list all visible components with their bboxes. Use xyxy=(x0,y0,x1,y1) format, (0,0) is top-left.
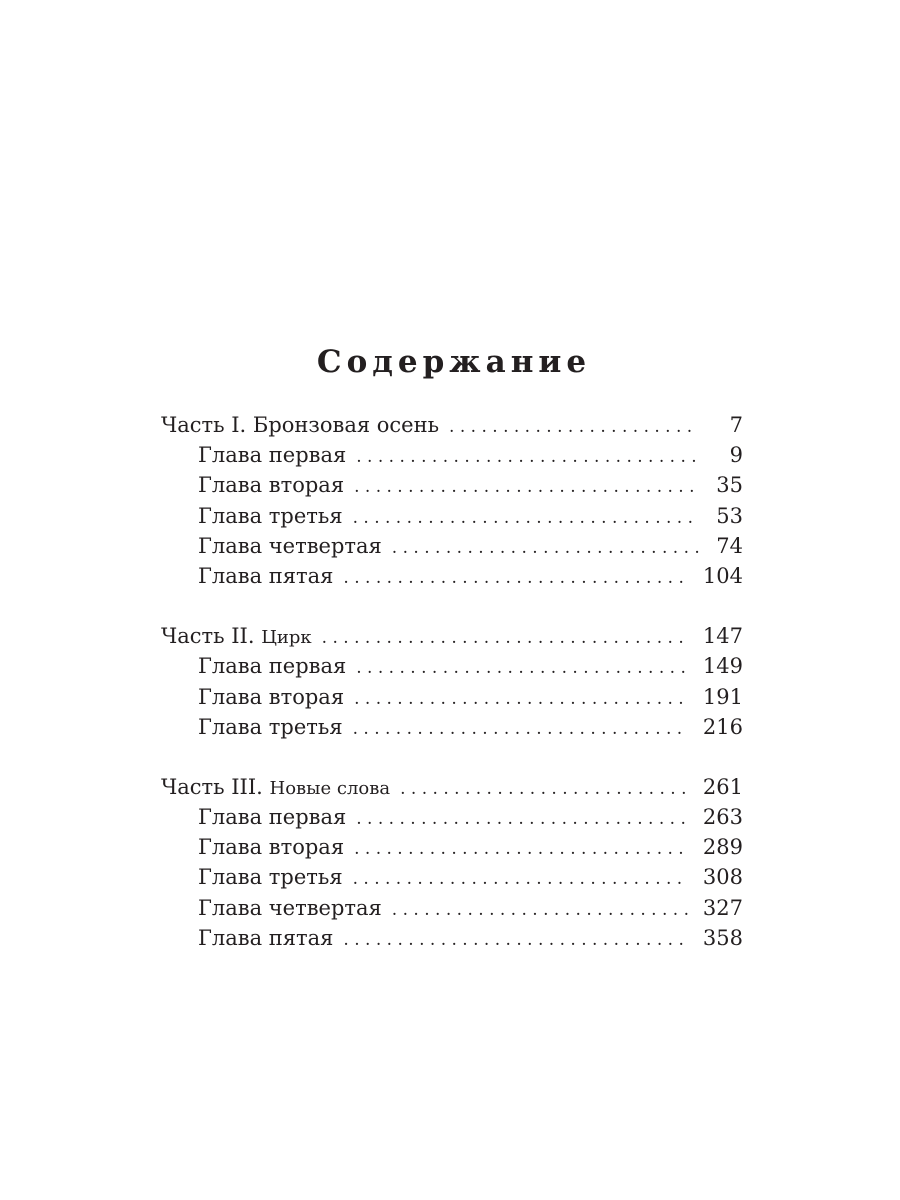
dot-leader xyxy=(343,925,688,955)
chapter-label: Глава пятая xyxy=(198,563,334,588)
page-number: 358 xyxy=(702,925,743,950)
part-label xyxy=(161,772,390,804)
part-name: Новые слова xyxy=(269,777,391,799)
dot-leader xyxy=(356,442,699,472)
chapter-label: Глава третья xyxy=(198,503,343,528)
table-of-contents xyxy=(161,410,743,983)
page-number: 216 xyxy=(702,714,743,739)
dot-leader xyxy=(354,472,699,502)
toc-chapter-entry[interactable] xyxy=(161,651,743,681)
page-number: 327 xyxy=(702,895,743,920)
page-number: 74 xyxy=(716,533,743,558)
chapter-label: Глава третья xyxy=(198,865,343,890)
toc-part-1 xyxy=(161,410,743,591)
toc-part-3 xyxy=(161,772,743,953)
chapter-label: Глава первая xyxy=(198,654,347,679)
toc-chapter-entry[interactable] xyxy=(161,802,743,832)
page-number: 191 xyxy=(702,684,743,709)
toc-chapter-entry[interactable] xyxy=(161,561,743,591)
page-number: 9 xyxy=(729,443,743,468)
chapter-label: Глава четвертая xyxy=(198,533,382,558)
page-number: 104 xyxy=(702,563,743,588)
toc-part-heading[interactable] xyxy=(161,410,743,440)
dot-leader xyxy=(353,864,689,894)
chapter-label: Глава первая xyxy=(198,443,347,468)
dot-leader xyxy=(356,804,689,834)
page-number: 308 xyxy=(702,865,743,890)
dot-leader xyxy=(400,774,689,804)
toc-chapter-entry[interactable] xyxy=(161,712,743,742)
toc-chapter-entry[interactable] xyxy=(161,923,743,953)
chapter-label: Глава вторая xyxy=(198,835,345,860)
toc-chapter-entry[interactable] xyxy=(161,470,743,500)
toc-chapter-entry[interactable] xyxy=(161,832,743,862)
chapter-label: Глава первая xyxy=(198,805,347,830)
dot-leader xyxy=(322,623,689,653)
part-label: Часть I. Бронзовая осень xyxy=(161,413,440,437)
chapter-label: Глава вторая xyxy=(198,473,345,498)
page-title: Содержание xyxy=(316,344,592,380)
chapter-label: Глава вторая xyxy=(198,684,345,709)
dot-leader xyxy=(353,503,699,533)
toc-chapter-entry[interactable] xyxy=(161,531,743,561)
toc-chapter-entry[interactable] xyxy=(161,862,743,892)
chapter-label: Глава третья xyxy=(198,714,343,739)
chapter-label: Глава четвертая xyxy=(198,895,382,920)
dot-leader xyxy=(354,834,689,864)
page-number: 7 xyxy=(729,413,743,437)
toc-chapter-entry[interactable] xyxy=(161,682,743,712)
toc-part-2 xyxy=(161,621,743,742)
chapter-label: Глава пятая xyxy=(198,925,334,950)
toc-part-heading[interactable] xyxy=(161,772,743,802)
part-name: Цирк xyxy=(261,627,312,649)
page-number: 147 xyxy=(702,624,743,649)
toc-chapter-entry[interactable] xyxy=(161,440,743,470)
part-number: Часть III. xyxy=(161,774,263,799)
dot-leader xyxy=(343,563,688,593)
page-number: 35 xyxy=(716,473,743,498)
page-number: 53 xyxy=(716,503,743,528)
dot-leader xyxy=(354,684,689,714)
dot-leader xyxy=(392,533,699,563)
part-label xyxy=(161,621,312,653)
toc-chapter-entry[interactable] xyxy=(161,893,743,923)
dot-leader xyxy=(353,714,689,744)
toc-chapter-entry[interactable] xyxy=(161,501,743,531)
page-number: 261 xyxy=(702,774,743,799)
page-number: 289 xyxy=(702,835,743,860)
toc-part-heading[interactable] xyxy=(161,621,743,651)
part-number: Часть II. xyxy=(161,624,255,649)
dot-leader xyxy=(356,653,689,683)
page-number: 149 xyxy=(702,654,743,679)
page-number: 263 xyxy=(702,805,743,830)
dot-leader xyxy=(392,895,689,925)
dot-leader xyxy=(449,412,699,442)
